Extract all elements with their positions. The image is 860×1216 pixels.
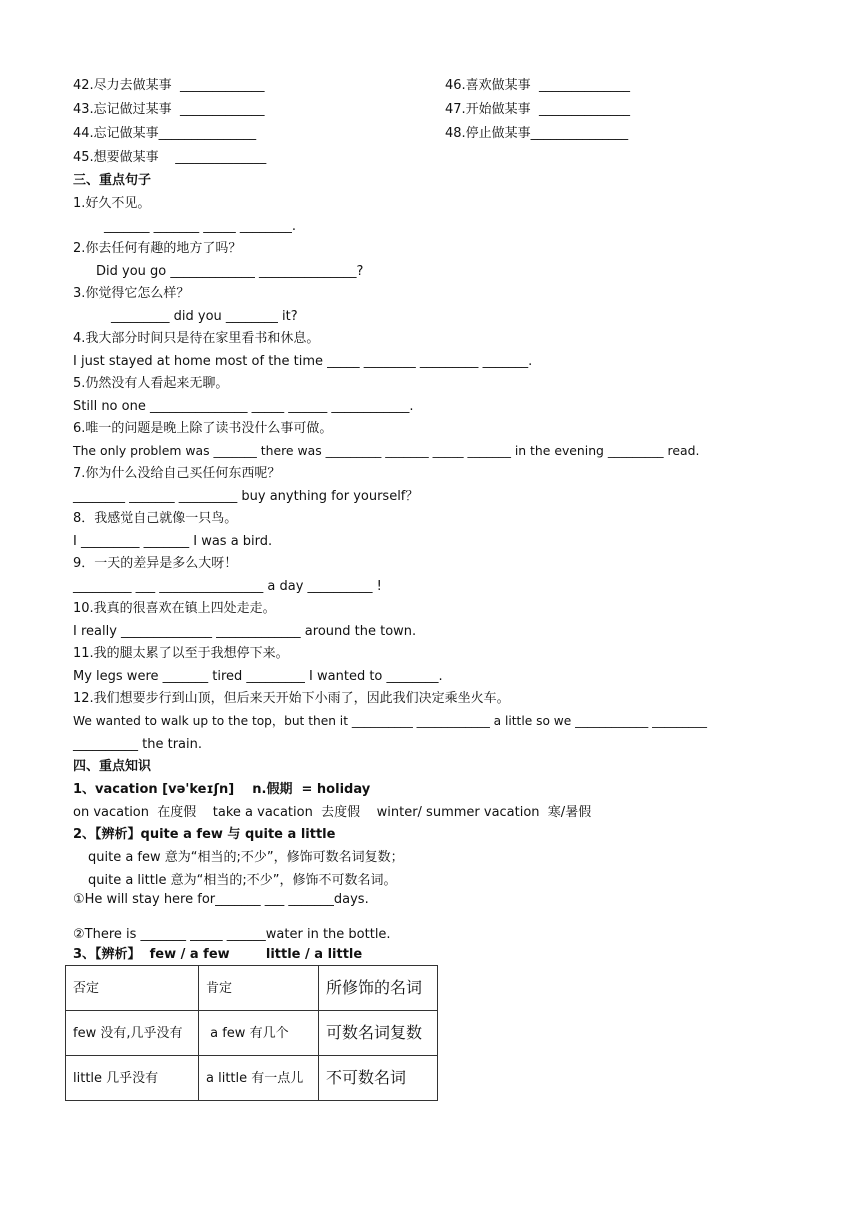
- phrase-45: 45.想要做某事 ______________: [73, 150, 267, 165]
- table-cell: 所修饰的名词: [319, 966, 438, 1011]
- sentence-11-en: My legs were _______ tired _________ I wanted to ________.: [73, 669, 443, 684]
- table-cell: a few 有几个: [199, 1011, 319, 1056]
- sentence-10-en: I really ______________ _____________ around the town.: [73, 624, 417, 639]
- sentence-9-cn: 9．一天的差异是多么大呀！: [73, 556, 238, 571]
- sentence-1-en: _______ _______ _____ ________.: [104, 219, 297, 234]
- sentence-10-cn: 10.我真的很喜欢在镇上四处走走。: [73, 601, 276, 616]
- sentence-12-cn: 12.我们想要步行到山顶，但后来天开始下小雨了，因此我们决定乘坐火车。: [73, 691, 510, 706]
- k1-line: on vacation 在度假 take a vacation 去度假 winter/ summer vacation 寒/暑假: [73, 805, 592, 820]
- table-cell: few 没有,几乎没有: [66, 1011, 199, 1056]
- table-cell: a little 有一点儿: [199, 1056, 319, 1101]
- sentence-6-en: The only problem was _______ there was _________ _______ _____ _______ in the evening _________ read.: [73, 443, 700, 458]
- sentence-4-en: I just stayed at home most of the time _____ ________ _________ _______.: [73, 354, 533, 369]
- table-row: [66, 1011, 438, 1056]
- sentence-8-en: I _________ _______ I was a bird.: [73, 534, 273, 549]
- sentence-6-cn: 6.唯一的问题是晚上除了读书没什么事可做。: [73, 421, 333, 436]
- sentence-1-cn: 1.好久不见。: [73, 196, 151, 211]
- k1-heading: 1、vacation [və'keɪʃn] n.假期 = holiday: [73, 782, 371, 797]
- phrase-47: 47.开始做某事 ______________: [445, 102, 630, 117]
- sentence-5-cn: 5.仍然没有人看起来无聊。: [73, 376, 229, 391]
- sentence-9-en: _________ ___ ________________ a day __________ !: [73, 579, 382, 594]
- sentence-8-cn: 8．我感觉自己就像一只鸟。: [73, 511, 238, 526]
- sentence-5-en: Still no one _______________ _____ ______ ____________.: [73, 399, 414, 414]
- table-cell: 肯定: [199, 966, 319, 1011]
- k3-heading: 3、【辨析】 few / a few little / a little: [73, 947, 363, 962]
- k2-note-1: quite a few 意为“相当的;不少”，修饰可数名词复数；: [88, 850, 404, 865]
- sentence-3-cn: 3.你觉得它怎么样？: [73, 286, 190, 301]
- phrase-42: 42.尽力去做某事 _____________: [73, 78, 265, 93]
- sentence-2-cn: 2.你去任何有趣的地方了吗？: [73, 241, 242, 256]
- k2-heading: 2、【辨析】quite a few 与 quite a little: [73, 827, 336, 842]
- phrase-43: 43.忘记做过某事 _____________: [73, 102, 265, 117]
- comparison-table: [65, 965, 438, 1101]
- k2-note-2: quite a little 意为“相当的;不少”，修饰不可数名词。: [88, 873, 397, 888]
- sentence-12-en-cont: __________ the train.: [73, 737, 202, 752]
- section3-title: 三、重点句子: [73, 173, 152, 188]
- table-cell: 可数名词复数: [319, 1011, 438, 1056]
- table-row: [66, 966, 438, 1011]
- sentence-12-en: We wanted to walk up to the top，but then it __________ ____________ a little so we ____________ _________: [73, 714, 707, 728]
- phrase-46: 46.喜欢做某事 ______________: [445, 78, 630, 93]
- k2-example-2: ②There is _______ _____ ______water in the bottle.: [73, 927, 391, 942]
- sentence-11-cn: 11.我的腿太累了以至于我想停下来。: [73, 646, 289, 661]
- phrase-48: 48.停止做某事_______________: [445, 126, 629, 141]
- table-row: [66, 1056, 438, 1101]
- phrase-44: 44.忘记做某事_______________: [73, 126, 257, 141]
- table-cell: 不可数名词: [319, 1056, 438, 1101]
- table-cell: 否定: [66, 966, 199, 1011]
- section4-title: 四、重点知识: [73, 759, 152, 774]
- sentence-7-cn: 7.你为什么没给自己买任何东西呢？: [73, 466, 281, 481]
- sentence-2-en: Did you go _____________ _______________?: [96, 264, 364, 279]
- k2-example-1: ①He will stay here for_______ ___ _______days.: [73, 892, 369, 907]
- sentence-4-cn: 4.我大部分时间只是待在家里看书和休息。: [73, 331, 320, 346]
- table-cell: little 几乎没有: [66, 1056, 199, 1101]
- sentence-3-en: _________ did you ________ it?: [111, 309, 298, 324]
- sentence-7-en: ________ _______ _________ buy anything for yourself？: [73, 489, 419, 504]
